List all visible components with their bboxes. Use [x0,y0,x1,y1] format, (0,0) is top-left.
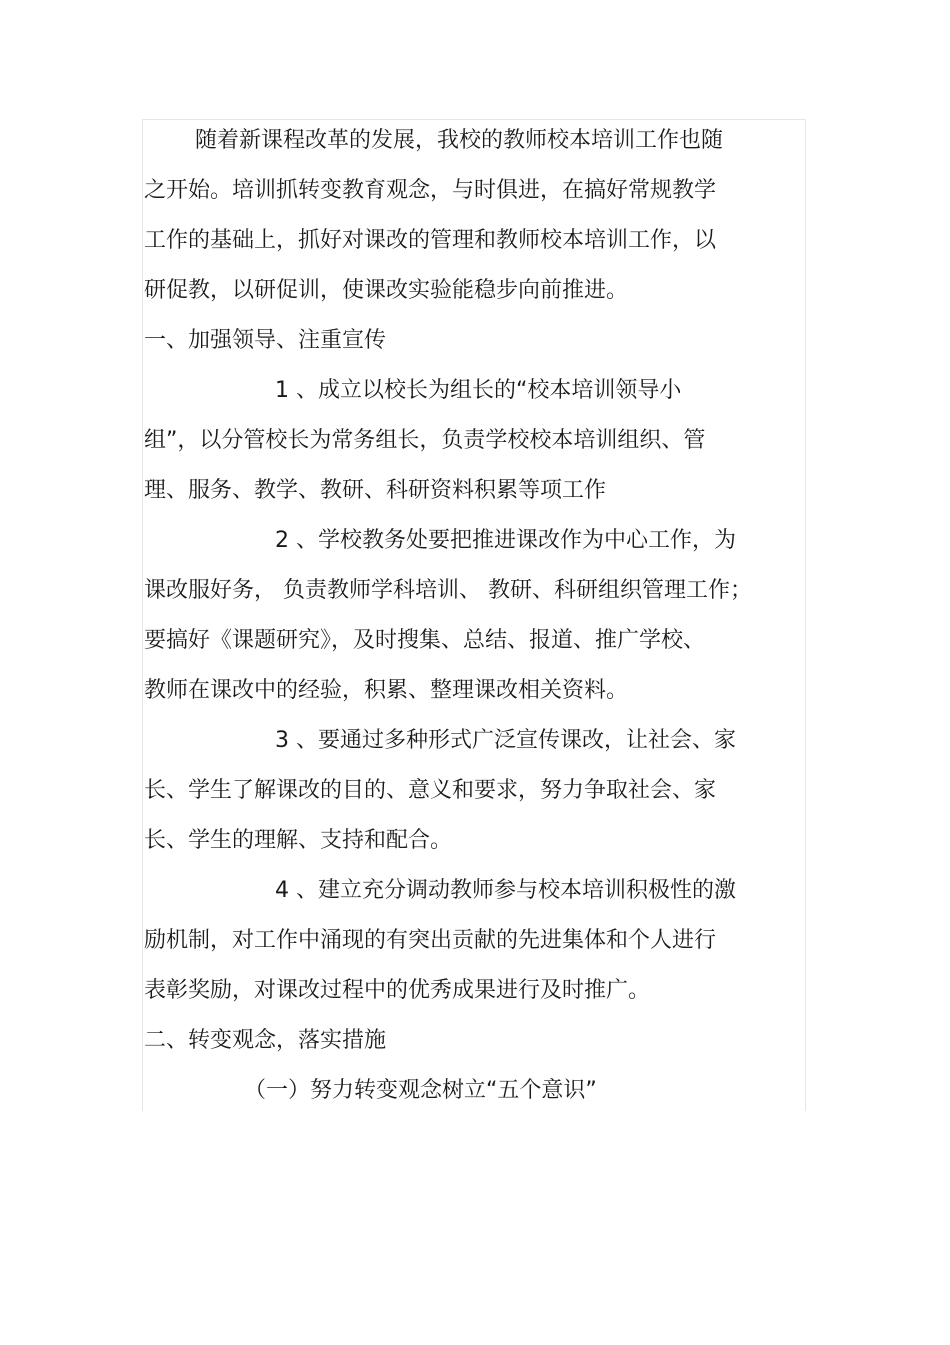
item-2-line-3: 要搞好《课题研究》，及时搜集、总结、报道、推广学校、 [144,628,706,653]
item-4-line-3: 表彰奖励，对课改过程中的优秀成果进行及时推广。 [144,978,651,1003]
paragraph-intro-line-4: 研促教，以研促训，使课改实验能稳步向前推进。 [144,278,629,303]
paragraph-intro-line-1: 随着新课程改革的发展，我校的教师校本培训工作也随 [195,128,724,153]
paragraph-intro-line-2: 之开始。培训抓转变教育观念，与时俱进，在搞好常规教学 [144,178,717,203]
page-frame [142,119,806,1111]
item-3-line-1: 3 、要通过多种形式广泛宣传课改，让社会、家 [275,728,736,753]
item-2-line-4: 教师在课改中的经验，积累、整理课改相关资料。 [144,678,629,703]
item-2-line-2: 课改服好务， 负责教师学科培训、 教研、科研组织管理工作； [144,578,752,603]
item-1-line-1: 1 、成立以校长为组长的“校本培训领导小 [275,378,682,403]
subsection-heading-1: （一）努力转变观念树立“五个意识” [244,1078,597,1103]
item-4-line-2: 励机制，对工作中涌现的有突出贡献的先进集体和个人进行 [144,928,717,953]
item-2-line-1: 2 、学校教务处要把推进课改作为中心工作，为 [275,528,736,553]
section-heading-1: 一、加强领导、注重宣传 [144,328,387,353]
item-3-line-3: 长、学生的理解、支持和配合。 [144,828,453,853]
item-4-line-1: 4 、建立充分调动教师参与校本培训积极性的激 [275,878,736,903]
item-1-line-3: 理、服务、教学、教研、科研资料积累等项工作 [144,478,607,503]
item-1-line-2: 组”，以分管校长为常务组长，负责学校校本培训组织、管 [144,428,706,453]
item-3-line-2: 长、学生了解课改的目的、意义和要求，努力争取社会、家 [144,778,717,803]
paragraph-intro-line-3: 工作的基础上，抓好对课改的管理和教师校本培训工作，以 [144,228,717,253]
section-heading-2: 二、转变观念，落实措施 [144,1028,387,1053]
